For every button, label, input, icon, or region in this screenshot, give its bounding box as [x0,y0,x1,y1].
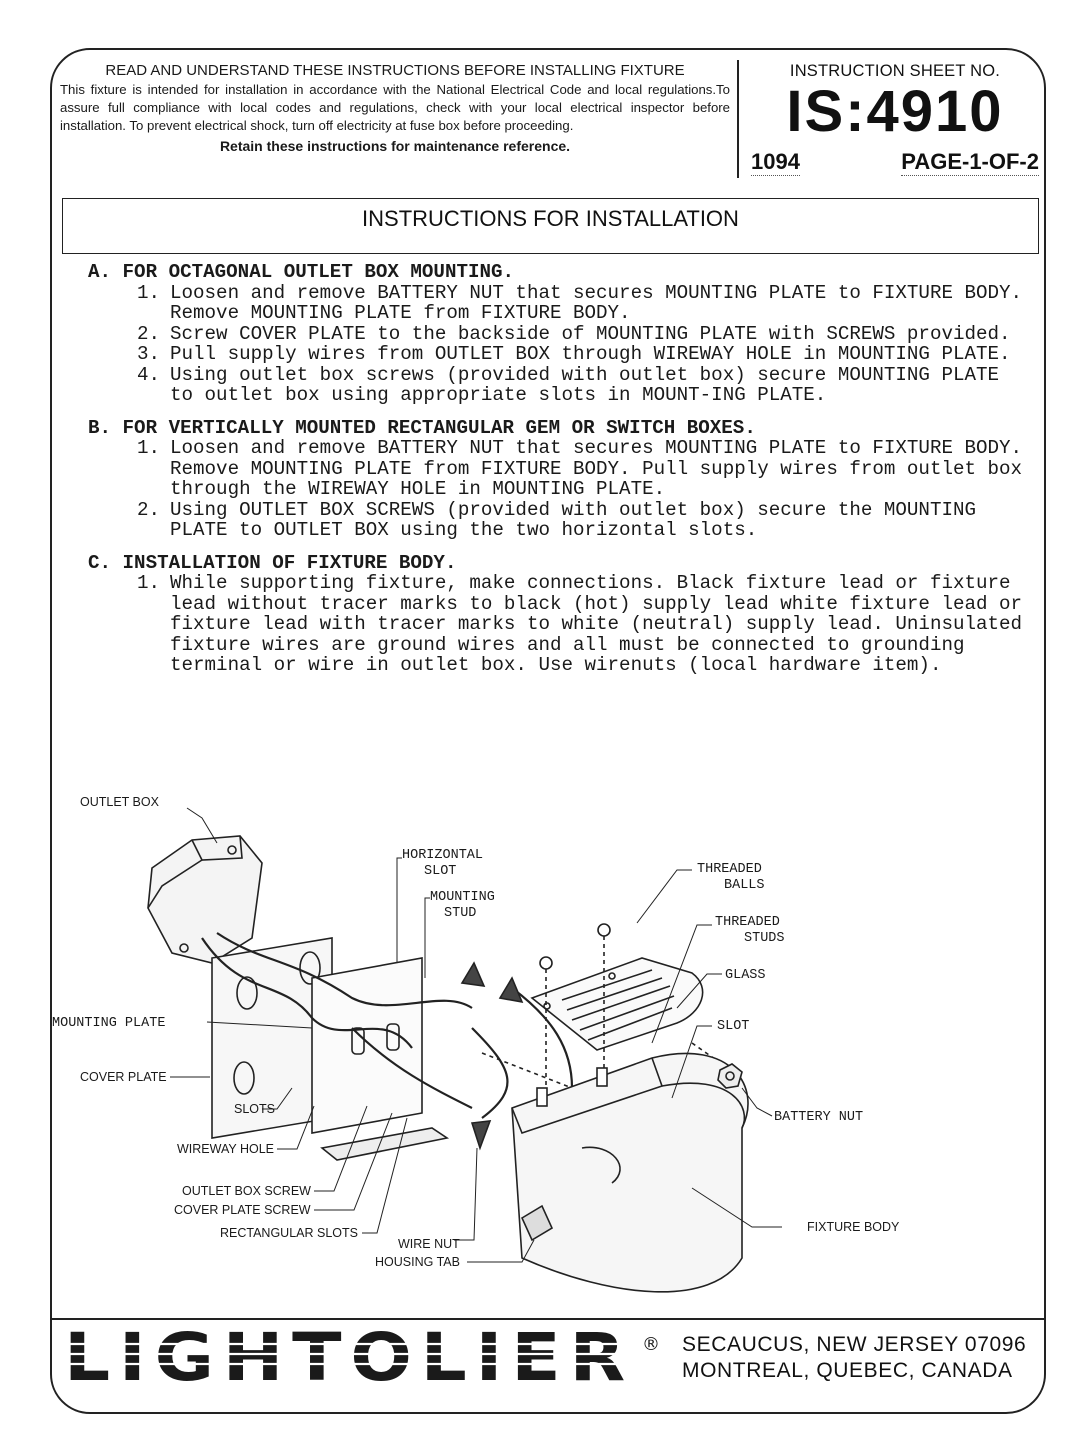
list-item [88,438,1028,500]
sheet-info [745,60,1045,176]
registered-mark: ® [642,1334,660,1355]
label-slot: SLOT [717,1019,750,1034]
instruction-steps [88,262,1028,688]
item-number: 3. [136,343,160,365]
item-text: Using OUTLET BOX SCREWS (provided with outlet box) secure the MOUNTING PLATE to OUTLET BOX using the two horizontal slots. [170,498,977,541]
item-text: Using outlet box screws (provided with outlet box) secure MOUNTING PLATE to outlet box using appropriate slots in MOUNT-ING PLATE. [170,363,1000,406]
page-title: INSTRUCTIONS FOR INSTALLATION [362,206,739,231]
lightolier-logo [60,1326,680,1390]
item-text: Loosen and remove BATTERY NUT that secures MOUNTING PLATE to FIXTURE BODY. Remove MOUNTING PLATE from FIXTURE BODY. Pull supply wires from outlet box through the WIREWAY HOLE in MOUNTING PLATE. [170,437,1023,500]
list-item [88,283,1028,324]
item-text: While supporting fixture, make connections. Black fixture lead or fixture lead without tracer marks to black (hot) supply lead white fixture lead or fixture lead with tracer marks to white (neutral) supply lead. Uninsulated fixture wires are ground wires and all must be connected to grounding terminal or wire in outlet box. Use wirenuts (local hardware item). [170,572,1023,676]
page-indicator: PAGE-1-OF-2 [901,149,1039,174]
threaded-ball [598,924,610,936]
section-heading: B. FOR VERTICALLY MOUNTED RECTANGULAR GEM OR SWITCH BOXES. [88,416,756,439]
warning-body: This fixture is intended for installation in accordance with the National Electrical Code and local regulations.To assure full compliance with local codes and regulations, check with your local electrical inspector before installation. To prevent electrical shock, turn off electricity at fuse box before proceeding. [60,82,730,133]
sheet-number: IS:4910 [786,79,1004,144]
label-threaded-studs: THREADED [715,915,780,930]
label-rectangular-slots: RECTANGULAR SLOTS [220,1226,358,1240]
sheet-code: 1094 [751,149,800,174]
header-divider [737,60,739,178]
threaded-ball [540,957,552,969]
item-number: 2. [136,498,160,521]
label-mounting-stud: STUD [444,906,477,921]
item-text: Pull supply wires from OUTLET BOX through WIREWAY HOLE in MOUNTING PLATE. [170,343,1011,365]
label-horizontal-slot: HORIZONTAL [402,848,484,863]
section-heading: A. FOR OCTAGONAL OUTLET BOX MOUNTING. [88,261,515,283]
label-horizontal-slot: SLOT [424,864,457,879]
warning-block [60,62,730,155]
label-housing-tab: HOUSING TAB [375,1255,460,1269]
item-number: 1. [136,572,160,594]
item-number: 2. [136,322,160,345]
fixture-body-drawing [512,1053,748,1291]
item-number: 1. [136,281,160,304]
label-wireway-hole: WIREWAY HOLE [177,1142,275,1156]
brand-wordmark: LIGHTOLIER [64,1326,634,1390]
label-threaded-balls: BALLS [724,878,765,893]
retain-note: Retain these instructions for maintenance reference. [219,138,571,154]
label-cover-plate-screw: COVER PLATE SCREW [174,1203,311,1217]
sheet-label: INSTRUCTION SHEET NO. [789,62,1001,80]
label-wire-nut: WIRE NUT [398,1237,460,1251]
label-fixture-body: FIXTURE BODY [807,1220,900,1234]
label-outlet-box-screw: OUTLET BOX SCREW [182,1184,311,1198]
list-item [88,324,1028,345]
company-address [682,1332,1026,1384]
label-slots: SLOTS [234,1102,275,1116]
label-threaded-balls: THREADED [697,862,762,877]
item-text: Loosen and remove BATTERY NUT that secures MOUNTING PLATE to FIXTURE BODY. Remove MOUNTING PLATE from FIXTURE BODY. [170,281,1023,324]
section-b [88,418,1028,541]
footer-divider [51,1318,1045,1320]
label-glass: GLASS [725,968,766,983]
address-line: MONTREAL, QUEBEC, CANADA [682,1359,1013,1382]
label-outlet-box: OUTLET BOX [80,795,159,809]
section-c [88,553,1028,676]
list-item [88,500,1028,541]
label-battery-nut: BATTERY NUT [774,1110,864,1125]
label-mounting-stud: MOUNTING [430,890,495,905]
item-number: 1. [136,437,160,459]
address-line: SECAUCUS, NEW JERSEY 07096 [682,1333,1027,1356]
instructions-title-box [62,198,1039,254]
warning-title: READ AND UNDERSTAND THESE INSTRUCTIONS BEFORE INSTALLING FIXTURE [105,62,685,79]
section-heading: C. INSTALLATION OF FIXTURE BODY. [88,551,457,574]
mounting-plate-drawing [212,938,447,1160]
list-item [88,344,1028,365]
item-number: 4. [136,363,160,386]
list-item [88,573,1028,676]
label-mounting-plate: MOUNTING PLATE [52,1016,166,1031]
section-a [88,262,1028,406]
page-line [745,149,1045,176]
label-threaded-studs: STUDS [744,931,785,946]
item-text: Screw COVER PLATE to the backside of MOUNTING PLATE with SCREWS provided. [170,322,1011,345]
list-item [88,365,1028,406]
label-cover-plate: COVER PLATE [80,1070,167,1084]
installation-diagram [52,788,1042,1308]
